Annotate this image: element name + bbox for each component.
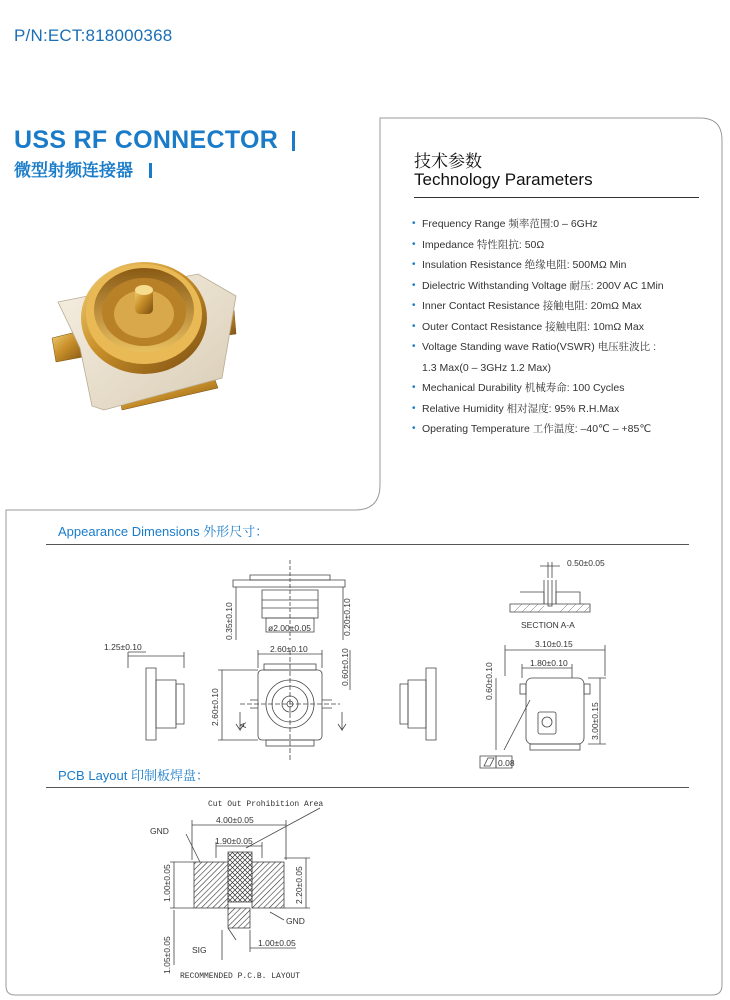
dim-180: 1.80±0.10 xyxy=(530,658,568,668)
param-item: • Insulation Resistance 绝缘电阻: 500MΩ Min xyxy=(412,255,712,276)
tech-params-title-en: Technology Parameters xyxy=(414,170,593,189)
cutout-label: Cut Out Prohibition Area xyxy=(208,800,324,809)
bullet-icon: • xyxy=(412,320,416,332)
bullet-icon: • xyxy=(412,341,416,352)
pcb-dim-100a: 1.00±0.05 xyxy=(162,864,172,902)
param-item: • Frequency Range 频率范围:0 – 6GHz xyxy=(412,214,712,235)
gnd-label-right: GND xyxy=(286,916,305,926)
dim-260a: 2.60±0.10 xyxy=(270,644,308,654)
dim-300: 3.00±0.15 xyxy=(590,702,600,740)
bullet-icon: • xyxy=(412,402,416,414)
dim-125: 1.25±0.10 xyxy=(104,642,142,652)
dim-260b: 2.60±0.10 xyxy=(210,688,220,726)
param-item: • Inner Contact Resistance 接触电阻: 20mΩ Max xyxy=(412,296,712,317)
dim-310: 3.10±0.15 xyxy=(535,639,573,649)
param-item: • Relative Humidity 相对湿度: 95% R.H.Max xyxy=(412,399,712,420)
pcb-dim-105: 1.05±0.05 xyxy=(162,936,172,974)
param-item: • Mechanical Durability 机械寿命: 100 Cycles xyxy=(412,378,712,399)
dim-060b: 0.60±0.10 xyxy=(484,662,494,700)
product-title-cn-text: 微型射频连接器 xyxy=(14,161,133,180)
pcb-dim-220: 2.20±0.05 xyxy=(294,866,304,904)
pcb-caption: RECOMMENDED P.C.B. LAYOUT xyxy=(180,972,301,981)
bullet-icon: • xyxy=(412,259,416,270)
param-item: • Impedance 特性阻抗: 50Ω xyxy=(412,235,712,256)
section-mark-left: A xyxy=(238,722,248,728)
dim-200: ø2.00±0.05 xyxy=(268,623,311,633)
appearance-title: Appearance Dimensions 外形尺寸： xyxy=(58,524,269,539)
bullet-icon: • xyxy=(412,382,416,393)
pcb-dim-190: 1.90±0.05 xyxy=(215,836,253,846)
bullet-icon: • xyxy=(412,423,416,434)
pcb-title: PCB Layout 印制板焊盘： xyxy=(58,768,209,783)
param-item: • Voltage Standing wave Ratio(VSWR) 电压驻波比 : 1.3 Max(0 – 3GHz 1.2 Max) xyxy=(412,337,712,378)
product-title-text: USS RF CONNECTOR xyxy=(14,126,279,154)
pcb-dim-400: 4.00±0.05 xyxy=(216,815,254,825)
dim-050: 0.50±0.05 xyxy=(567,558,605,568)
bullet-icon: • xyxy=(412,300,416,311)
section-label: SECTION A-A xyxy=(521,620,575,630)
bullet-icon: • xyxy=(412,218,416,229)
dim-020: 0.20±0.10 xyxy=(342,598,352,636)
param-item: • Operating Temperature 工作温度: –40℃ – +85℃ xyxy=(412,419,712,440)
param-item: • Dielectric Withstanding Voltage 耐压: 200V AC 1Min xyxy=(412,276,712,297)
flatness-value: 0.08 xyxy=(498,758,515,768)
tech-params-title-cn: 技术参数 xyxy=(414,152,482,171)
part-number: P/N:ECT:818000368 xyxy=(14,26,173,45)
bullet-icon: • xyxy=(412,238,416,250)
dim-060a: 0.60±0.10 xyxy=(340,648,350,686)
sig-label: SIG xyxy=(192,945,207,955)
dim-035: 0.35±0.10 xyxy=(224,602,234,640)
gnd-label-left: GND xyxy=(150,826,169,836)
bullet-icon: • xyxy=(412,279,416,291)
pcb-dim-100b: 1.00±0.05 xyxy=(258,938,296,948)
param-item: • Outer Contact Resistance 接触电阻: 10mΩ Max xyxy=(412,317,712,338)
